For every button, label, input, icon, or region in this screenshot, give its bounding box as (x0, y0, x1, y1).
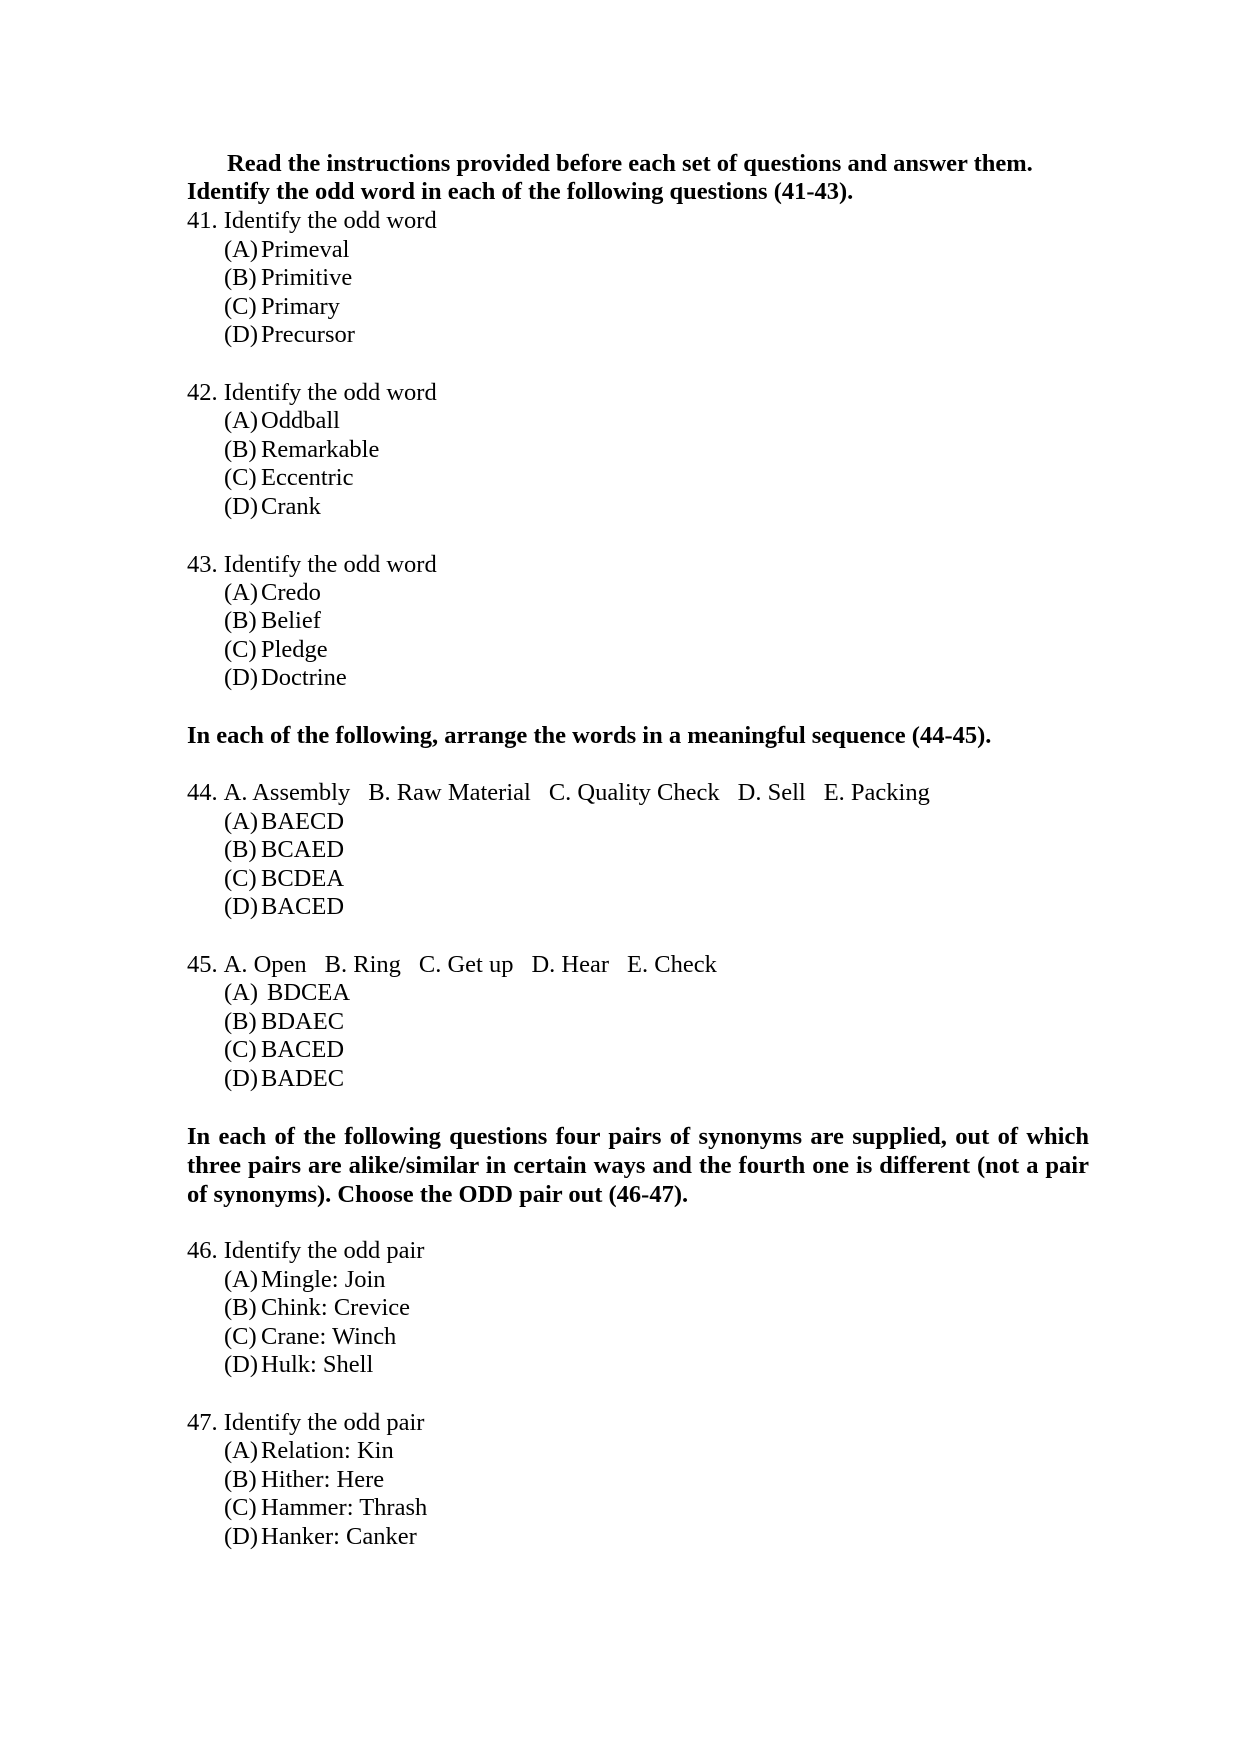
question-number: 44. (187, 779, 218, 806)
question-42 (187, 378, 437, 407)
option-label: (D) (224, 1065, 259, 1092)
option-41-c (224, 292, 340, 321)
sequence-item: B. Ring (324, 951, 401, 978)
option-text: BACED (261, 893, 345, 920)
option-label: (A) (224, 236, 259, 263)
option-label: (C) (224, 1494, 257, 1521)
option-text: BDAEC (261, 1008, 345, 1035)
option-text: Mingle: Join (261, 1266, 386, 1293)
option-label: (D) (224, 1523, 259, 1550)
option-47-d (224, 1522, 417, 1551)
option-label: (A) (224, 1437, 259, 1464)
section-heading-sequence: In each of the following, arrange the words in a meaningful sequence (44-45). (187, 722, 992, 749)
option-47-c (224, 1493, 427, 1522)
option-46-d (224, 1350, 373, 1379)
question-number: 46. (187, 1237, 218, 1264)
option-text: Primitive (261, 264, 353, 291)
option-label: (C) (224, 293, 257, 320)
option-46-b (224, 1293, 410, 1322)
option-text: Primeval (261, 236, 350, 263)
section-heading-synonym-pairs: In each of the following questions four pairs of synonyms are supplied, out of which three pairs are alike/similar in certain ways and the fourth one is different (not a pair of synonyms). Choose the ODD pair out (46-47). (187, 1123, 1089, 1208)
option-text: Crank (261, 493, 321, 520)
option-text: Pledge (261, 636, 328, 663)
option-label: (D) (224, 664, 259, 691)
option-text: Hammer: Thrash (261, 1494, 428, 1521)
option-43-a (224, 578, 321, 607)
option-43-d (224, 663, 347, 692)
question-text: Identify the odd pair (223, 1237, 425, 1264)
option-47-a (224, 1436, 394, 1465)
option-label: (A) (224, 1266, 259, 1293)
option-label: (C) (224, 1036, 257, 1063)
option-43-c (224, 635, 328, 664)
question-43 (187, 550, 437, 579)
question-47 (187, 1408, 424, 1437)
option-label: (B) (224, 264, 257, 291)
sequence-item: A. Assembly (223, 779, 351, 806)
option-text: BDCEA (267, 979, 351, 1006)
sequence-item: E. Packing (823, 779, 930, 806)
sequence-item: D. Hear (531, 951, 610, 978)
option-text: Hanker: Canker (261, 1523, 417, 1550)
option-label: (B) (224, 1008, 257, 1035)
question-number: 42. (187, 379, 218, 406)
option-label: (C) (224, 1323, 257, 1350)
sequence-item: C. Get up (418, 951, 514, 978)
sequence-item: A. Open (223, 951, 307, 978)
option-text: Precursor (261, 321, 355, 348)
option-label: (D) (224, 321, 259, 348)
option-text: Relation: Kin (261, 1437, 394, 1464)
option-text: Primary (261, 293, 340, 320)
option-text: Crane: Winch (261, 1323, 397, 1350)
option-label: (C) (224, 865, 257, 892)
option-41-d (224, 320, 355, 349)
option-label: (C) (224, 464, 257, 491)
option-43-b (224, 606, 321, 635)
option-45-b (224, 1007, 344, 1036)
option-text: Chink: Crevice (261, 1294, 411, 1321)
option-44-d (224, 892, 344, 921)
question-number: 45. (187, 951, 218, 978)
question-text: Identify the odd word (223, 207, 437, 234)
option-label: (B) (224, 436, 257, 463)
option-42-b (224, 435, 379, 464)
question-number: 43. (187, 551, 218, 578)
option-text: Credo (261, 579, 321, 606)
question-text: Identify the odd word (223, 379, 437, 406)
option-45-a (224, 978, 350, 1007)
option-text: Oddball (261, 407, 340, 434)
option-label: (B) (224, 1466, 257, 1493)
option-text: Doctrine (261, 664, 347, 691)
option-42-d (224, 492, 321, 521)
option-label: (B) (224, 1294, 257, 1321)
sequence-item: E. Check (627, 951, 717, 978)
option-45-d (224, 1064, 344, 1093)
option-text: BCAED (261, 836, 345, 863)
instructions-heading: Read the instructions provided before each set of questions and answer them. (227, 150, 1033, 177)
option-text: Hulk: Shell (261, 1351, 374, 1378)
option-text: BACED (261, 1036, 345, 1063)
sequence-item: C. Quality Check (548, 779, 720, 806)
option-text: Remarkable (261, 436, 380, 463)
question-text: Identify the odd word (223, 551, 437, 578)
option-label: (A) (224, 579, 259, 606)
option-label: (D) (224, 893, 259, 920)
option-label: (D) (224, 493, 259, 520)
section-heading-odd-word: Identify the odd word in each of the following questions (41-43). (187, 178, 854, 205)
sequence-item: D. Sell (737, 779, 806, 806)
question-text: Identify the odd pair (223, 1409, 425, 1436)
option-text: Belief (261, 607, 321, 634)
option-label: (B) (224, 836, 257, 863)
option-text: Hither: Here (261, 1466, 385, 1493)
question-46 (187, 1236, 424, 1265)
option-47-b (224, 1465, 384, 1494)
option-46-a (224, 1265, 386, 1294)
question-45 (187, 950, 735, 979)
question-number: 41. (187, 207, 218, 234)
option-label: (C) (224, 636, 257, 663)
option-text: BADEC (261, 1065, 345, 1092)
option-text: BCDEA (261, 865, 345, 892)
option-text: Eccentric (261, 464, 354, 491)
option-41-b (224, 263, 352, 292)
option-42-c (224, 463, 354, 492)
option-label: (B) (224, 607, 257, 634)
option-41-a (224, 235, 349, 264)
question-41 (187, 206, 437, 235)
question-44 (187, 778, 948, 807)
sequence-item: B. Raw Material (368, 779, 531, 806)
option-42-a (224, 406, 340, 435)
option-label: (A) (224, 407, 259, 434)
option-45-c (224, 1035, 344, 1064)
option-label: (D) (224, 1351, 259, 1378)
option-44-c (224, 864, 344, 893)
option-label: (A) (224, 808, 259, 835)
option-44-b (224, 835, 344, 864)
option-46-c (224, 1322, 396, 1351)
option-44-a (224, 807, 344, 836)
option-text: BAECD (261, 808, 345, 835)
option-label: (A) (224, 979, 259, 1006)
question-number: 47. (187, 1409, 218, 1436)
